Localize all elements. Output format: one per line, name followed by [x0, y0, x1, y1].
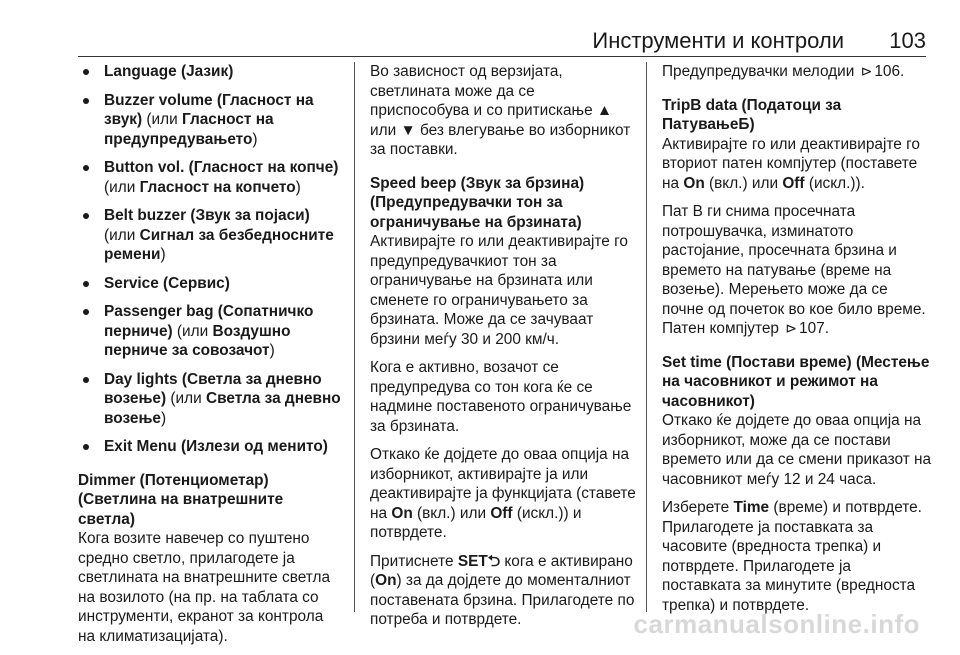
speed-beep-heading: Speed beep (Звук за брзина) (Предупредувачки тон за ограничување на брзината): [370, 174, 585, 231]
page-header: [0, 0, 960, 56]
tripb-activate-text: Активирајте го или деактивирајте го вториот патен компјутер (поставете на On (вкл.) или Off (искл.)).: [662, 135, 920, 192]
menu-options-list: [78, 62, 344, 457]
list-item: Buzzer volume (Гласност на звук) (или Гласност на предупредувањето): [78, 91, 344, 150]
page-reference-icon: ⊳: [860, 63, 873, 79]
list-item: Language (Јазик): [78, 62, 344, 82]
list-item: Belt buzzer (Звук за појаси) (или Сигнал за безбедносните ремени): [78, 206, 344, 265]
speed-active-text: Кога е активно, возачот се предупредува со тон кога ќе се надмине поставеното ограничување за брзината.: [370, 359, 632, 435]
chapter-title: Инструменти и контроли: [592, 28, 844, 53]
list-item: Day lights (Светла за дневно возење) (или Светла за дневно возење): [78, 370, 344, 429]
page-reference-icon: ⊳: [785, 320, 798, 336]
set-time-text: Откако ќе дојдете до оваа опција на изборникот, може да се постави времето или да се смени приказот на часовникот меѓу 12 и 24 часа.: [662, 412, 932, 488]
back-arrow-icon: ⮌: [487, 552, 501, 570]
column-divider: [646, 62, 647, 612]
column-2: [370, 62, 636, 639]
dimmer-text: Кога возите навечер со пуштено средно светло, прилагодете ја светлината на внатрешните светла на возилото (на пр. на таблата со инструменти, екранот за контрола на климатизацијата).: [78, 530, 331, 645]
column-3: [662, 62, 932, 624]
dimmer-heading: Dimmer (Потенциометар) (Светлина на внатрешните светла): [78, 471, 284, 528]
set-time-steps: Изберете Time (време) и потврдете. Прилагодете ја поставката за часовите (вредноста трепка) и потврдете. Прилагодете ја поставката за минутите (вредноста трепка) и потврдете.: [662, 499, 922, 614]
column-divider: [354, 62, 355, 612]
speed-press-text: Притиснете SET⮌ кога е активирано (On) за да дојдете до моменталниот поставената брзина. Прилагодете по потреба и потврдете.: [370, 552, 635, 628]
page-number: 103: [889, 28, 926, 53]
watermark: carmanualsonline.info: [633, 609, 920, 639]
list-item: Button vol. (Гласност на копче) (или Гласност на копчето): [78, 158, 344, 197]
header-divider: [78, 56, 926, 57]
tripb-heading: TripB data (Податоци за ПатувањеБ): [662, 96, 842, 133]
brightness-intro: Во зависност од верзијата, светлината може да се приспособува и со притискање ▲ или ▼ без влегување во изборникот за поставки.: [370, 63, 631, 158]
list-item: Service (Сервис): [78, 274, 344, 294]
melody-ref-text: Предупредувачки мелодии ⊳ 106.: [662, 63, 905, 80]
speed-option-text: Откако ќе дојдете до оваа опција на изборникот, активирајте ја или деактивирајте ја функцијата (ставете на On (вкл.) или Off (искл.)) и потврдете.: [370, 446, 636, 541]
column-1: [78, 62, 344, 655]
list-item: Exit Menu (Излези од менито): [78, 437, 344, 457]
tripb-description: Пат B ги снима просечната потрошувачка, изминатото растојание, просечната брзина и времето на патување (време на возење). Мерењето може да се почне од почеток во кое било време. Патен компјутер ⊳ 107.: [662, 203, 926, 337]
set-time-heading: Set time (Постави време) (Местење на часовникот и режимот на часовникот): [662, 353, 930, 410]
speed-beep-text: Активирајте го или деактивирајте го предупредувачкиот тон за ограничување на брзината или сменете го ограничувањето за брзината. Може да се зачуваат брзини меѓу 30 и 200 км/ч.: [370, 233, 628, 348]
list-item: Passenger bag (Сопатничко перниче) (или Воздушно перниче за совозачот): [78, 302, 344, 361]
